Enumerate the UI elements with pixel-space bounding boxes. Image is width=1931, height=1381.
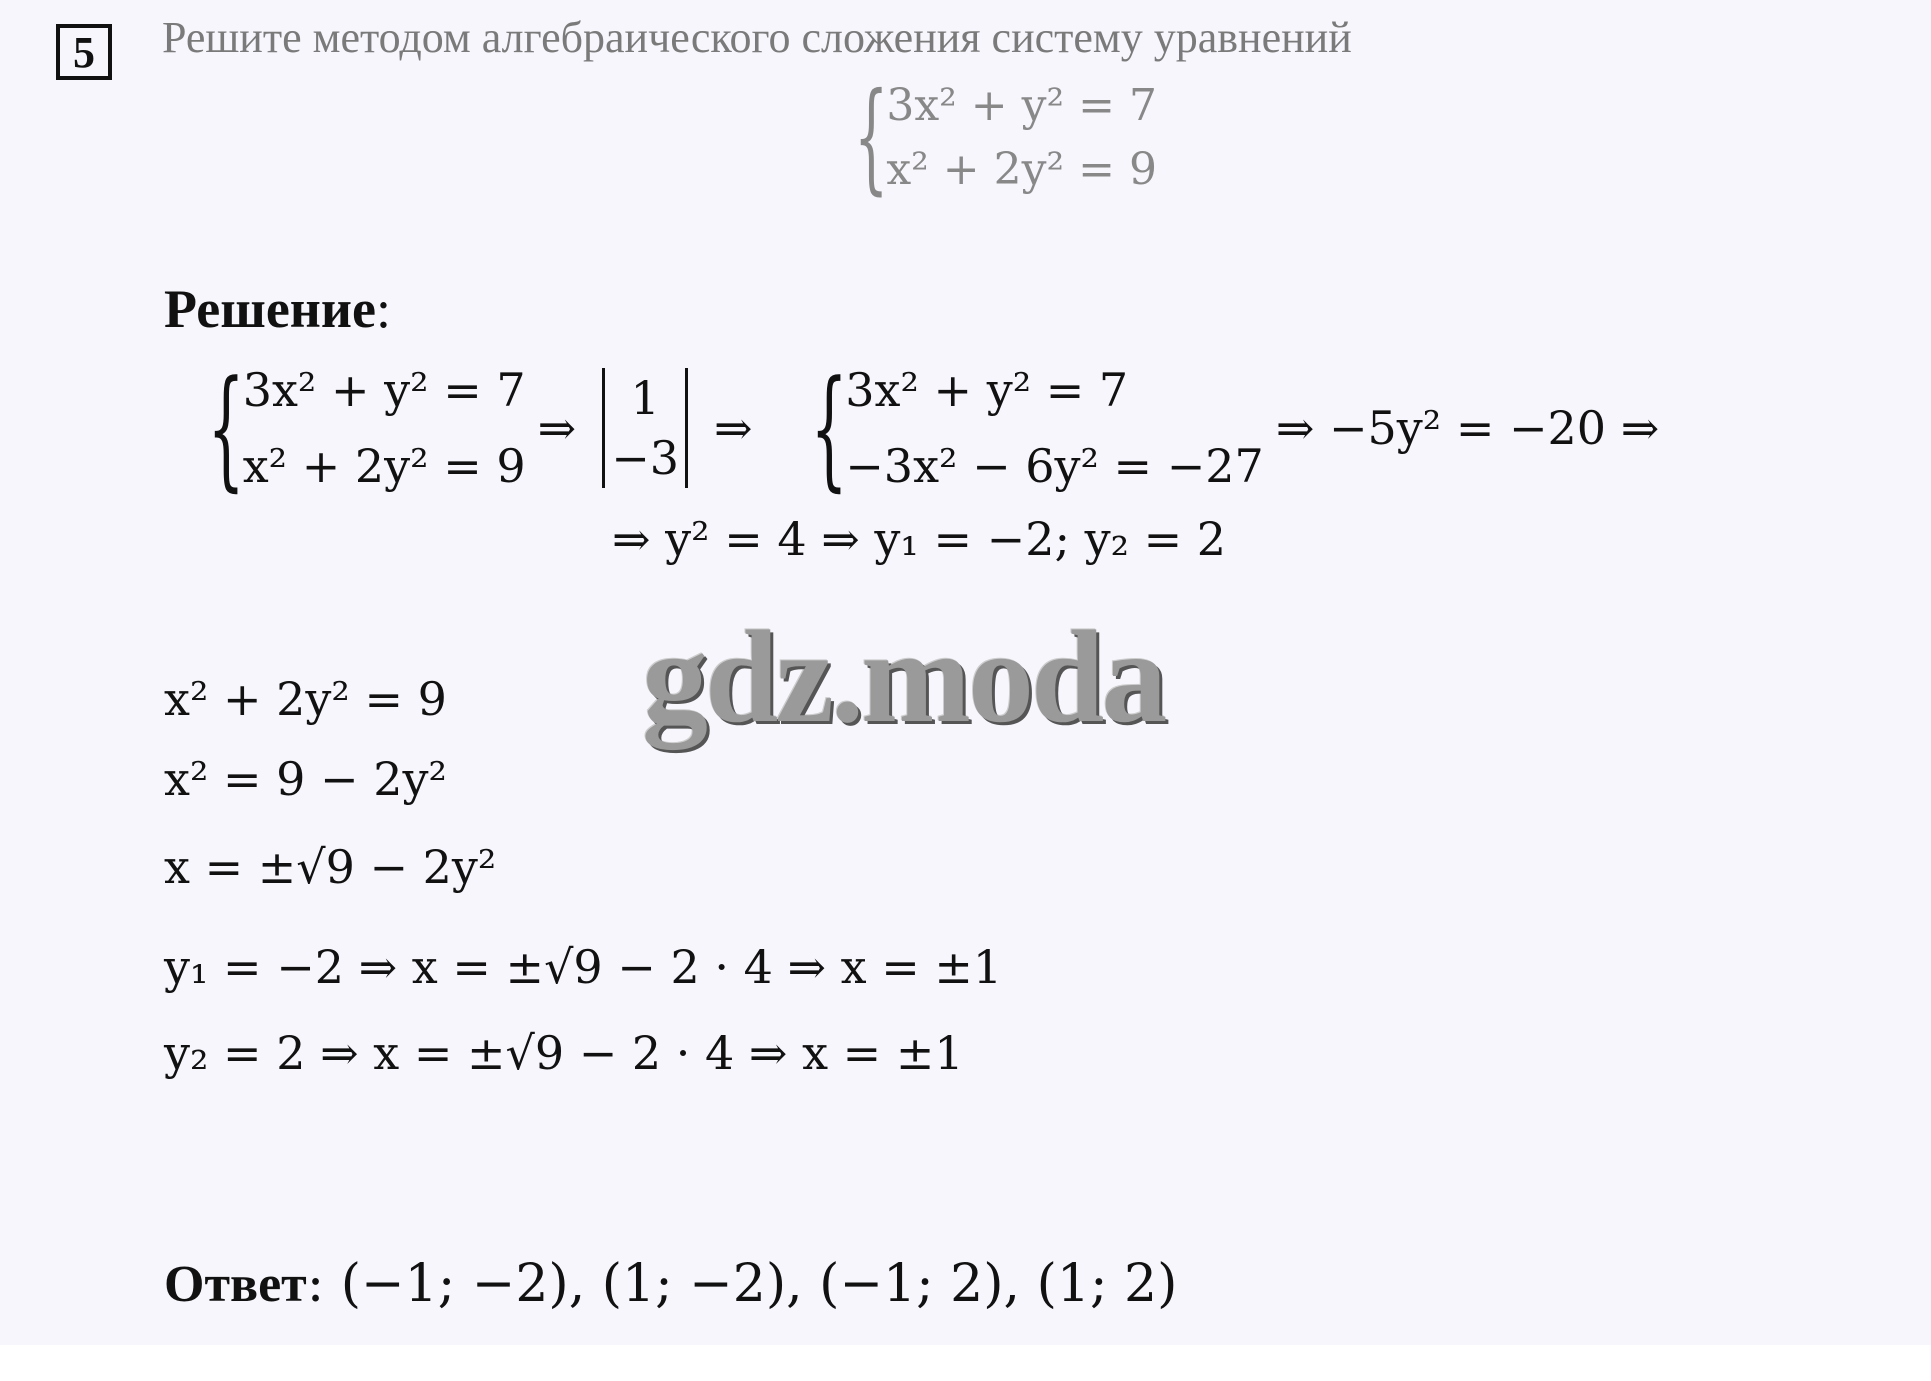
equation-line-2: x² = 9 − 2y² — [164, 752, 447, 806]
equation-line-3: x = ±√9 − 2y² — [164, 840, 497, 894]
given-equation-1: 3x² + y² = 7 — [886, 80, 1157, 131]
brace-icon: { — [853, 68, 889, 207]
answer-value: (−1; −2), (1; −2), (−1; 2), (1; 2) — [340, 1254, 1178, 1314]
watermark-logo: gdz.moda — [642, 603, 1165, 750]
brace-icon: { — [810, 352, 848, 504]
new-equation-1: 3x² + y² = 7 — [845, 363, 1129, 417]
implies-arrow: ⇒ — [537, 401, 577, 455]
equation-line-5: y₂ = 2 ⇒ x = ±√9 − 2 · 4 ⇒ x = ±1 — [164, 1026, 964, 1080]
given-system — [812, 68, 1157, 207]
y-solutions: ⇒ y² = 4 ⇒ y₁ = −2; y₂ = 2 — [612, 512, 1227, 566]
brace-icon: { — [207, 352, 245, 504]
given-equation-2: x² + 2y² = 9 — [886, 144, 1157, 195]
elimination-step — [162, 352, 1671, 504]
equation-line-4: y₁ = −2 ⇒ x = ±√9 − 2 · 4 ⇒ x = ±1 — [164, 940, 1003, 994]
task-number-box: 5 — [56, 24, 112, 80]
solution-heading: Решение: — [164, 279, 392, 339]
new-equation-2: −3x² − 6y² = −27 — [845, 439, 1264, 493]
multiplier-2: −3 — [611, 431, 679, 485]
multipliers — [602, 368, 688, 488]
implies-arrow: ⇒ — [714, 401, 753, 455]
answer-label: Ответ — [164, 1256, 307, 1313]
step-equation-2: x² + 2y² = 9 — [242, 439, 526, 493]
answer: Ответ: (−1; −2), (1; −2), (−1; 2), (1; 2) — [164, 1254, 1178, 1314]
equation-line-1: x² + 2y² = 9 — [164, 672, 447, 726]
sum-result: ⇒ −5y² = −20 ⇒ — [1275, 401, 1660, 455]
multiplier-1: 1 — [630, 371, 660, 425]
task-statement: Решите методом алгебраического сложения систему уравнений — [162, 13, 1352, 62]
step-equation-1: 3x² + y² = 7 — [242, 363, 526, 417]
